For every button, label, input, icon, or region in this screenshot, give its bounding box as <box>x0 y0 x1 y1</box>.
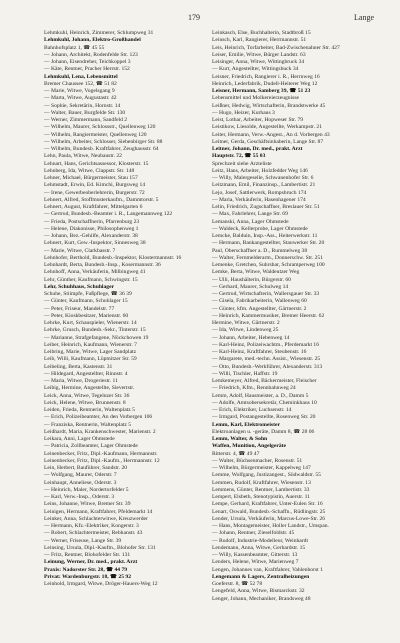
directory-entry: Leisinger, Anna, Witwe, Wittingbruck 34 <box>212 59 305 65</box>
directory-entry: — Irmgard, Postangestellte, Rosenweg Str. 20 <box>212 414 316 421</box>
directory-entry: Lempert, Elsbeth, Stenotypistin, Auerstr. 11 <box>212 494 310 500</box>
directory-entry: Leist, Lothar, Arbeiter, Hopweser Str. 79 <box>212 117 304 123</box>
directory-entry: — Frieda, Postschaffnerin, Pfarrenburg 23 <box>44 218 140 225</box>
directory-entry: Lehmstadt, Erwin, Ed. Kimchi, Burgsweg 14 <box>44 182 146 189</box>
directory-entry: Leinenbecker, Fritz, Dipl.-Kaufmann, Hermannstr. <box>44 450 158 457</box>
page-header <box>0 12 400 24</box>
directory-entry: — Hermann, Kfz.-Elektriker, Kongerstr. 3 <box>44 523 139 529</box>
directory-entry: Lehner, Michael, Bürgermeister, Stau 157 <box>44 175 138 181</box>
directory-entry: Lehnert, Alfred, Stoffmusterkaufm., Dammtorstr. 5 <box>44 196 159 203</box>
directory-entry: Lemmen, Rudolf, Kraftfahrer, Wiesenstr. 13 <box>212 479 311 486</box>
directory-entry: Schuhe, Stiimpfe, Fußpflege, ☎ 36 39 <box>44 291 132 297</box>
directory-entry: Leiden, Frieda, Rentnerin, Waltenplatz 5 <box>44 407 135 413</box>
directory-entry: Lebensmittel und Molkereierzeugnisse <box>212 95 299 102</box>
directory-entry: — Ida, Witwe, Lindenweg 25 <box>212 327 279 334</box>
directory-entry: — Günter, Kaufmann, Schuhlager 15 <box>44 298 128 305</box>
directory-entry: Goeferstr. 8, ☎ 52 78 <box>212 581 263 587</box>
directory-entry: — Wolfgang, Maurer, Oderstr. 7 <box>44 472 117 479</box>
directory-entry: Lemm, Karl, Elektromeister <box>212 421 280 428</box>
directory-entry: Bahnhofsplatz 1, ☎ 45 55 <box>44 44 105 51</box>
directory-entry: — Wilhelm, Bürgermeister, Kappelweg 147 <box>212 465 311 471</box>
directory-entry: — Robert, Schlachtermeister, Rebhanstr. 43 <box>44 530 143 537</box>
directory-entry: Hauptstr. 72, ☎ 55 03 <box>212 153 266 160</box>
directory-entry: — Wilhelm, Rangiermeister, Quellenweg 120 <box>44 131 147 138</box>
directory-entry: Lemm, Walter, & Sohn <box>212 436 268 442</box>
directory-entry: Leißner, Hedwig, Wirtschafterin, Brandstwerke 45 <box>212 102 326 109</box>
directory-entry: Lenger, Johann, Mechaniker, Brandsweg 48 <box>212 595 311 602</box>
directory-entry: — Rudolf, Industrie-Modelleur, Weinhardt <box>212 537 309 544</box>
directory-entry: Lehmkuhl, Heinrich, Zimmerer, Schlumpweg 31 <box>44 30 154 36</box>
directory-entry: — Wilhelm, Arbeiter, Schlosser, Siebenbirger Str. 88 <box>44 138 163 145</box>
directory-entry: Lemm, Adolf, Hausmeister, a. D., Damm 5 <box>212 392 309 399</box>
directory-entry: Leib, Willi, Kaufmann, Lüpmitzer Str. 59 <box>44 356 137 363</box>
directory-entry: Lenders, Helene, Witwe, Marienweg 7 <box>212 559 299 566</box>
directory-entry: Leiter, Hermann, Verw.-Angest., An d. Vorbergen 43 <box>212 131 330 138</box>
directory-entry: Lender, Ursula, Verkäuferin, Marcus-Lowe-Str. 26 <box>212 515 326 522</box>
directory-entry: Lehnert, August, Kraftfahrer, Mittelgarten 6 <box>44 204 143 210</box>
directory-entry: Lehnberg, Ida, Witwe, Clappstr. Str. 148 <box>44 167 135 174</box>
directory-entry: Lehn, Paula, Witwe, Neubaustr. 22 <box>44 153 122 160</box>
directory-entry: Lehr, Schuhhaus, Schuhlager <box>44 283 115 290</box>
directory-entry: — Walter, Fernmelderarm., Donnerschw. Str. 251 <box>212 254 324 261</box>
directory-entry: — Kurt, Angestellter, Wittingsbuck 34 <box>212 66 299 73</box>
directory-entry: Lempe, Gerhard, Kraftfahrer, Unter-Eulen Str. 16 <box>212 501 323 508</box>
directory-entry: Lehmkuhl, Johann, Elektro-Großhandel <box>44 37 141 44</box>
directory-entry: — Günter, kfm. Angestellter, Gärtnerstr. 2 <box>212 305 307 312</box>
directory-entry: — Werner, Friseuse, Lange Str. 39 <box>44 537 122 544</box>
directory-entry: — Heinrich, Maler, Nordertorfelder 5 <box>44 486 129 493</box>
directory-entry: — Werner, Zimmermann, Sandfeld 2 <box>44 117 128 123</box>
directory-entry: Lemke, Berta, Witwe, Waldeutzer Weg <box>212 269 300 276</box>
directory-entry: — Gisela, Fabrikarbeiterin, Wallenweg 60 <box>212 298 307 305</box>
directory-entry: — Irene, Gewerbeoberlehrerin, Burgerstr. 72 <box>44 189 145 196</box>
directory-entry: — Maria, Witwe, Drogeriestr. 11 <box>44 378 118 384</box>
directory-entry: — Karl, Verw.-Insp., Oderstr. 3 <box>44 494 115 500</box>
directory-entry: Lenart, Oswald, Bundesb.-Schaffn., Rüdlingstr. 25 <box>212 508 326 515</box>
directory-entry: — Karl-Heinz, Kraftfahrer, Steubenstr. 16 <box>212 349 307 355</box>
directory-entry: Leinkasch, Else, Buchhalterin, Stadtbroß 15 <box>212 30 311 36</box>
directory-entry: Leinhaupt, Anneliese, Oderstr. 3 <box>44 479 117 486</box>
directory-entry: — Friedrich, Kfm., Rennbahnweg 24 <box>212 385 296 392</box>
directory-entry: — Marta, Witwe, Augustastr. 42 <box>44 95 117 102</box>
directory-entry: Bremer Chaussee 152, ☎ 51 82 <box>44 80 117 87</box>
directory-entry: Lemmens, Günter, Rentner, Lambertistr. 33 <box>212 486 310 493</box>
right-column <box>212 30 374 630</box>
directory-entry: — Margarete, med.-techn. Assist., Wiesenstr. 25 <box>212 356 321 363</box>
directory-entry: Sprechzeit siehe Ärzteliste <box>212 160 272 167</box>
directory-entry: Leibeling, Berta, Kastenstr. 31 <box>44 363 113 370</box>
running-head: Lange <box>354 13 374 22</box>
directory-entry: Leinsch, Karl, Rangierer, Herrmannstr. 51 <box>212 37 307 44</box>
directory-entry: Leins, Johanne, Witwe, Bremer Str. 39 <box>44 501 131 508</box>
directory-entry: — Waldeck, Kellerprobe, Lager Ohmstede <box>212 225 308 232</box>
directory-entry: — Willy, Kassenbeamter, Gitterstr. 13 <box>212 552 298 558</box>
directory-entry: Lehrke, Grusch, Bundesb.-Sekr., Tinterstr. 15 <box>44 327 146 334</box>
directory-entry: Leistikow, Liesolde, Angestellte, Werkampstr. 21 <box>212 124 323 131</box>
directory-entry: — Johann, Bez.-Gehilfe, Alexanderstr. 38 <box>44 233 138 239</box>
directory-entry: Leinung, Werner, Dr. med., prakt. Arzt <box>44 559 138 566</box>
directory-entry: Lemanski, Anna, Lager Ohmstede <box>212 218 289 225</box>
directory-entry: Ritterstr. 4, ☎ 49 47 <box>212 450 260 457</box>
directory-entry: Leisner, Hermann, Samberg 39, ☎ 51 23 <box>212 88 311 94</box>
directory-entry: Lehnhardt, Berta, Bundesb.-Insp., Kosermannstr. 36 <box>44 262 161 268</box>
page-number: 179 <box>188 13 200 22</box>
directory-entry: Leikara, Anni, Lager Ohmstede <box>44 436 115 442</box>
directory-entry: Heinrich, Lederfabrik, Dudell-Heiterer Weg 12 <box>212 80 318 87</box>
directory-entry: Leinsing, Ursula, Dipl.-Kaufm., Blohofer Str. 131 <box>44 544 156 551</box>
directory-entry: Lengen, Johannes van, Kraftfahrer, Vahlenhorst 1 <box>212 566 323 573</box>
directory-entry: — Willy, Malergeselle, Schwanenhofer Str. 6 <box>212 175 314 181</box>
directory-entry: Lemme, Wolfgang, Justizangest., Südwaldstr. 55 <box>212 472 321 479</box>
directory-entry: — Adolfe, Amtsobersekretär, Cheminkhaus 10 <box>212 399 317 406</box>
directory-entry: Leis, Heinrich, Torfarbeiter, Bad-Zwischenahner Str. 427 <box>212 44 340 51</box>
directory-entry: Hermine, Witwe, Gärtnerstr. 2 <box>212 320 280 326</box>
directory-entry: Lehnhofer, Berthold, Bundesb.-Inspektor, Klostermannstr. 16 <box>44 254 182 261</box>
directory-entry: — Hugo, Heizer, Kurhaus 3 <box>212 109 275 116</box>
directory-entry: — Johann, Architekt, Rodenfelde Str. 123 <box>44 51 138 58</box>
directory-entry: Leisner, Friedrich, Rangierer i. R., Herrnweg 16 <box>212 73 320 80</box>
directory-entry: — Peter, Kioskbesitzer, Marienstr. 60 <box>44 312 129 319</box>
directory-entry: Privat: Wardenburgstr. 18, ☎ 25 92 <box>44 573 131 580</box>
directory-entry: Leitner, Johann, Dr. med., prakt. Arzt <box>212 146 303 152</box>
directory-entry: Lemenke, Gretchen, Suhrsbar, Schramperweg 100 <box>212 262 325 268</box>
directory-entry: — Willi, Tischler, Haffstr. 19 <box>212 370 278 377</box>
directory-entry: Leiser, Emilie, Witwe, Bürger Landstr. 63 <box>212 51 306 58</box>
directory-entry: — Walter, Büchsenmacher, Rosenstr. 51 <box>212 457 303 464</box>
directory-entry: Lehnart, Hans, Gerichtsassessor, Klosterstr. 15 <box>44 160 149 167</box>
left-column <box>44 30 206 630</box>
directory-entry: — Hermann, Bankangestellter, Stauwerker Str. 20 <box>212 240 325 247</box>
directory-entry: — Max, Fahrlehrer, Lange Str. 69 <box>212 211 288 218</box>
directory-entry: — Marie, Witwe, Clarkbasstr. 7 <box>44 247 116 254</box>
directory-entry: Lejo, Josef, Sattlerwerk, Rompsbruch 174 <box>212 189 307 196</box>
directory-entry: Leibig, Hermine, Angestellte, Sievertstr. <box>44 385 135 392</box>
directory-entry: — Marianne, Strafgefangene, Nöckchowen 19 <box>44 334 149 341</box>
directory-entry: Leidhardt, Maria, Krankenschwester, Marienstr. 2 <box>44 428 156 435</box>
directory-entry: Leick, Anna, Witwe, Tegelnzer Str. 36 <box>44 392 130 399</box>
directory-entry: Lehr, Günther, Kaufmann, Schwingstr. 15 <box>44 276 138 283</box>
directory-entry: Lehmkuhl, Lena, Lebensmittel <box>44 73 118 80</box>
directory-entry: — Johann, Arbeiter, Hebenweg 14 <box>212 334 290 341</box>
directory-entry: — Gertrud, Bundesb.-Beamter i. R., Langemannweg 122 <box>44 211 173 218</box>
directory-entry: — Wilhelm, Maurer, Schlossstr., Quellenweg 120 <box>44 124 156 131</box>
directory-entry: Lehnert, Kurt, Gew.-Inspektor, Sinnesweg 38 <box>44 240 146 247</box>
directory-entry: Leinker, Anna, Schlachterwitwe, Kreuzwerder <box>44 515 148 522</box>
directory-entry: — Heinrich, Kammermusiker, Bremer Heerstr. 62 <box>212 312 325 319</box>
directory-entry: Leinigen, Hermann, Kraftfahrer, Pfeldemarkt 14 <box>44 508 153 515</box>
directory-entry: — Erich, Elektriker, Luchsenstr. 14 <box>212 407 292 413</box>
directory-entry: — Hans, Montagemeister, Holler Landstr., Umspan. <box>212 523 329 529</box>
directory-entry: — Karl-Heinz, Polizeiwachtm., Pferdemarkt 16 <box>212 341 320 348</box>
directory-entry: — Johann, Rentner, Zieselfoldstr. 45 <box>212 530 295 537</box>
directory-entry: — Peter, Friseur, Mandelstr. 77 <box>44 305 115 312</box>
directory-entry: Lelin, Friedrich, Zugschaffner, Breslauer Str. 51 <box>212 204 320 210</box>
directory-entry: Waffen, Munition, Angelgeräte <box>212 443 286 450</box>
directory-entry: — Helene, Diakonisse, Philosophenweg 1 <box>44 225 139 232</box>
directory-entry: — Wilhelm, Bundesb. Kraftfahrer, Zeughausstr. 64 <box>44 146 159 152</box>
directory-entry: — Ulli, Haushälterin, Bürgerstr. 60 <box>212 276 291 283</box>
directory-entry: — Otto, Bundesb.-Werkführer, Alexanderstr. 313 <box>212 363 323 370</box>
directory-entry: Leinhold, Irmgard, Witwe, Dröger-Hauers-Weg 12 <box>44 581 158 587</box>
directory-entry: Praxis: Nadorster Str. 28, ☎ 44 79 <box>44 566 128 573</box>
directory-entry: — Patricia, Zollbeamter, Lager Ohmstede <box>44 443 138 450</box>
directory-entry: — Franziska, Rentnerin, Waltenplatz 5 <box>44 421 132 428</box>
directory-entry: Leitner, Gerda, Geschäftsinhaberin, Lange Str. 87 <box>212 138 324 145</box>
directory-entry: Elektroanlagen u. -geräte, Damm 8, ☎ 28 06 <box>212 428 315 435</box>
directory-entry: — Erich, Polizeibeamter, An den Vorbergen 106 <box>44 414 153 421</box>
directory-entry: — Johann, Eisendreher, Teichkoppel 3 <box>44 59 131 65</box>
directory-entry: Leibring, Marie, Witwe, Lager Sandplatz <box>44 349 137 355</box>
directory-entry: Leitzmann, Emil, Finanzinsp., Lambertistr. 21 <box>212 182 316 189</box>
directory-entry: — Marie, Witwe, Vogelsgang 9 <box>44 88 115 94</box>
directory-entry: Lengefeld, Anna, Witwe, Bismarckstr. 32 <box>212 588 305 595</box>
directory-entry: — Gertrud, Wirtschafterin, Wallersgauer Str. 33 <box>212 291 320 297</box>
directory-entry: Lein, Herbert, Bauführer, Sandstr. 20 <box>44 465 128 471</box>
directory-entry: — Walter, Bauer, Burgfelde Str. 130 <box>44 109 126 116</box>
directory-entry: Leick, Helene, Witwe, Brunnenstr. 8 <box>44 399 126 406</box>
directory-entry: — Gerhard, Maurer, Schulweg 14 <box>212 283 289 290</box>
directory-entry: Lemkemeyer, Alfred, Bäckermeister, Fleischer <box>212 378 317 384</box>
directory-entry: Leitz, Hans, Arbeiter, Holzfedder Weg 146 <box>212 167 308 174</box>
directory-entry: Lemcke, Balduin, Insp.-Ass., Heiterwerkstr. 11 <box>212 233 318 239</box>
directory-entry: — Hildegard, Angestellter, Rinnstr. 4 <box>44 370 128 377</box>
directory-entry: — Maria, Verkäuferin, Hasenhagener 174 <box>212 196 306 203</box>
directory-entry: — Fritz, Rentner, Blohofelder Str. 131 <box>44 552 131 558</box>
directory-entry: Leiber, Heinrich, Kaufmann, Wienerstr. 7 <box>44 341 137 348</box>
directory-entry: — Sophie, Sekretärin, Hornstr. 14 <box>44 102 121 109</box>
directory-entry: Lengemann & Lagers, Zentralheizungen <box>212 573 310 580</box>
directory-entry: — Käte, Rentner, Pracher Herrstr. 152 <box>44 66 130 73</box>
directory-entry: Leinenbecker, Fritz, Dipl.-Kaufm., Herrmannstr. 12 <box>44 457 160 464</box>
directory-entry: Lehnhoff, Anna, Verkäuferin, Milbingweg 41 <box>44 269 146 276</box>
directory-entry: Paul, Oberschaffner a. D., Rummelweg 38 <box>212 247 308 254</box>
directory-entry: Lendemann, Anna, Witwe, Gerhardstr. 15 <box>212 544 306 551</box>
directory-entry: Lehrke, Kurt, Schauspieler, Wienerstr. 14 <box>44 320 137 326</box>
